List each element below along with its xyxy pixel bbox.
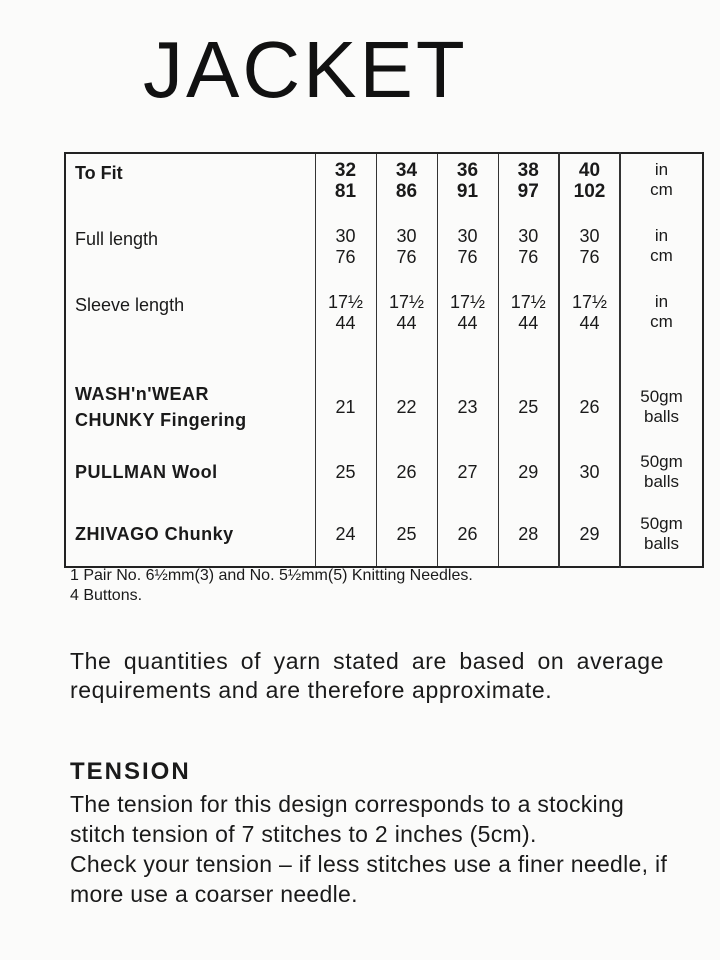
page-title: JACKET (143, 25, 468, 114)
yarn-quantity-cell: 21 (315, 372, 376, 442)
yarn-label: PULLMAN Wool (75, 462, 218, 482)
yarn-quantity-cell: 25 (498, 372, 559, 442)
size-cell: 32 81 (315, 153, 376, 220)
yarn-quantity-cell: 27 (437, 442, 498, 502)
table-row-to-fit (65, 153, 703, 220)
value-cell: 17½ 44 (437, 286, 498, 372)
yarn-label: WASH'n'WEAR CHUNKY Fingering (75, 384, 247, 430)
unit-cell: in cm (620, 153, 703, 220)
tension-text: The tension for this design corresponds to a stocking stitch tension of 7 stitches to 2 inches (5cm). (70, 791, 625, 847)
materials-notes (70, 566, 473, 606)
table-row-yarn (65, 372, 703, 442)
value-cell: 30 76 (559, 220, 620, 286)
value-cell: 30 76 (437, 220, 498, 286)
size-cell: 36 91 (437, 153, 498, 220)
yarn-quantity-cell: 25 (315, 442, 376, 502)
yarn-quantity-cell: 29 (498, 442, 559, 502)
yarn-quantity-cell: 26 (376, 442, 437, 502)
yarn-quantity-cell: 26 (559, 372, 620, 442)
row-label-to-fit: To Fit (75, 163, 123, 183)
tension-paragraph (70, 789, 670, 909)
needles-note: 1 Pair No. 6½mm(3) and No. 5½mm(5) Knitting Needles. (70, 567, 473, 584)
row-label-full-length: Full length (75, 229, 159, 249)
yarn-quantity-cell: 23 (437, 372, 498, 442)
yarn-quantity-cell: 22 (376, 372, 437, 442)
value-cell: 30 76 (315, 220, 376, 286)
size-cell: 38 97 (498, 153, 559, 220)
size-cell: 34 86 (376, 153, 437, 220)
row-label-sleeve-length: Sleeve length (75, 295, 185, 315)
value-cell: 17½ 44 (498, 286, 559, 372)
size-cell: 40 102 (559, 153, 620, 220)
yarn-quantity-cell: 24 (315, 502, 376, 567)
yarn-quantity-cell: 30 (559, 442, 620, 502)
tension-check-text: Check your tension – if less stitches use a finer needle, if more use a coarser needle. (70, 851, 668, 907)
unit-cell: in cm (620, 220, 703, 286)
value-cell: 17½ 44 (315, 286, 376, 372)
quantities-paragraph: The quantities of yarn stated are based on average requirements and are therefore approximate. (70, 648, 664, 703)
table-row-yarn (65, 442, 703, 502)
buttons-note: 4 Buttons. (70, 587, 143, 604)
table-row-sleeve-length (65, 286, 703, 372)
unit-cell: in cm (620, 286, 703, 372)
value-cell: 17½ 44 (559, 286, 620, 372)
unit-cell: 50gm balls (620, 502, 703, 567)
yarn-quantity-cell: 25 (376, 502, 437, 567)
size-table (64, 152, 704, 568)
value-cell: 30 76 (376, 220, 437, 286)
unit-cell: 50gm balls (620, 442, 703, 502)
unit-cell: 50gm balls (620, 372, 703, 442)
value-cell: 30 76 (498, 220, 559, 286)
yarn-label: ZHIVAGO Chunky (75, 524, 234, 544)
table-row-full-length (65, 220, 703, 286)
yarn-quantity-cell: 28 (498, 502, 559, 567)
yarn-quantity-cell: 26 (437, 502, 498, 567)
tension-heading: TENSION (70, 758, 191, 785)
table-row-yarn (65, 502, 703, 567)
value-cell: 17½ 44 (376, 286, 437, 372)
yarn-quantity-cell: 29 (559, 502, 620, 567)
